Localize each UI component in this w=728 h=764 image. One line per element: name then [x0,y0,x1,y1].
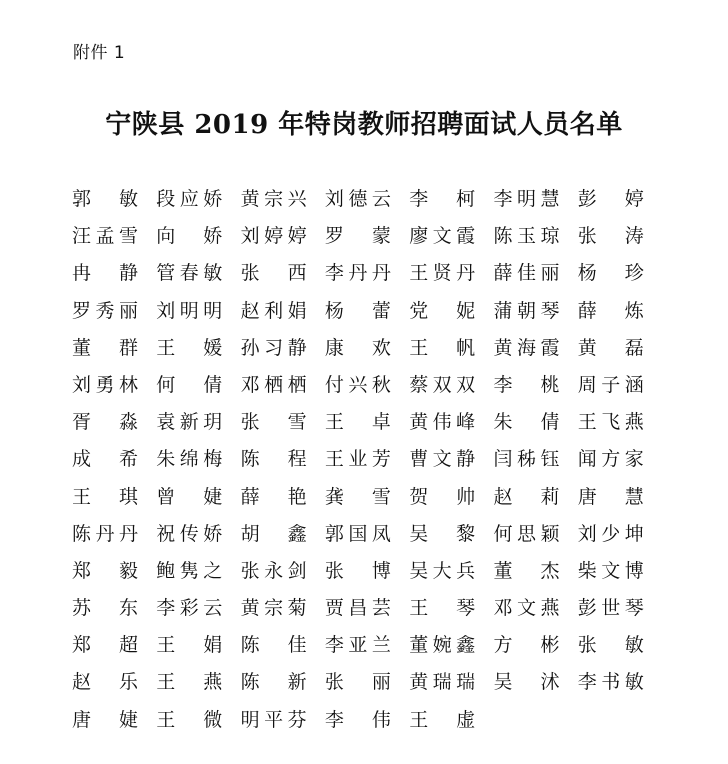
name-entry: 蔡 双 双 [409,373,476,396]
name-entry: 朱 倩 [493,411,560,434]
name-entry: 王 娟 [156,634,223,657]
name-entry: 郭 敏 [72,188,138,210]
name-entry: 明 平 芬 [240,708,307,731]
name-entry: 邓 文 燕 [493,597,560,620]
name-entry: 龚 雪 [324,485,391,508]
name-entry: 王 业 芳 [324,448,391,471]
name-entry: 黄 伟 峰 [409,411,476,434]
name-entry: 鲍 隽 之 [156,559,223,582]
name-entry: 柴 文 博 [577,559,644,582]
name-entry: 王 卓 [324,411,391,434]
name-entry: 曾 婕 [156,485,223,508]
name-entry: 张 西 [240,262,307,285]
name-entry: 刘 少 坤 [577,522,644,545]
name-entry: 唐 婕 [72,708,138,731]
name-entry: 李 亚 兰 [324,634,391,657]
name-entry: 李 明 慧 [493,188,560,210]
name-entry: 董 婉 鑫 [409,634,476,657]
name-entry: 张 博 [324,559,391,582]
name-entry: 李 伟 [324,708,391,731]
name-entry: 陈 程 [240,448,307,471]
name-entry: 王 燕 [156,671,223,694]
name-entry: 吴 沭 [493,671,560,694]
name-entry: 胡 鑫 [240,522,307,545]
name-entry: 王 贤 丹 [409,262,476,285]
name-entry: 王 帆 [409,336,476,359]
name-entry: 汪 孟 雪 [72,225,138,248]
name-entry: 李 丹 丹 [324,262,391,285]
name-entry: 罗 秀 丽 [72,299,138,322]
name-entry: 曹 文 静 [409,448,476,471]
name-entry: 郑 超 [72,634,138,657]
name-entry: 王 琪 [72,485,138,508]
name-entry: 陈 玉 琼 [493,225,560,248]
name-entry: 王 媛 [156,336,223,359]
name-entry: 张 雪 [240,411,307,434]
name-entry: 王 虚 [409,708,476,731]
name-entry: 付 兴 秋 [324,373,391,396]
name-entry: 赵 乐 [72,671,138,694]
name-entry: 廖 文 霞 [409,225,476,248]
name-entry: 冉 静 [72,262,138,285]
name-entry: 陈 佳 [240,634,307,657]
name-entry: 蒲 朝 琴 [493,299,560,322]
name-entry: 黄 宗 兴 [240,188,307,210]
name-entry: 王 飞 燕 [577,411,644,434]
name-list [72,181,652,739]
name-entry: 闻 方 家 [577,448,644,471]
name-entry: 李 柯 [409,188,476,210]
name-entry: 张 敏 [577,634,644,657]
name-entry: 李 书 敏 [577,671,644,694]
name-entry: 党 妮 [409,299,476,322]
name-entry: 杨 蕾 [324,299,391,322]
name-entry: 方 彬 [493,634,560,657]
name-entry: 李 桃 [493,373,560,396]
name-entry: 段 应 娇 [156,188,223,210]
name-entry: 周 子 涵 [577,373,644,396]
name-entry: 黄 瑞 瑞 [409,671,476,694]
name-entry: 刘 婷 婷 [240,225,307,248]
name-entry: 向 娇 [156,225,223,248]
name-entry: 王 微 [156,708,223,731]
name-entry: 吴 黎 [409,522,476,545]
name-entry: 张 永 剑 [240,559,307,582]
name-entry: 李 彩 云 [156,597,223,620]
name-entry: 成 希 [72,448,138,471]
name-entry: 彭 世 琴 [577,597,644,620]
document-title: 宁陕县 2019 年特岗教师招聘面试人员名单 [105,110,623,140]
name-entry: 杨 珍 [577,262,644,285]
name-entry: 孙 习 静 [240,336,307,359]
name-entry: 董 杰 [493,559,560,582]
name-entry: 张 涛 [577,225,644,248]
name-entry: 薛 炼 [577,299,644,322]
name-entry: 赵 利 娟 [240,299,307,322]
name-entry: 张 丽 [324,671,391,694]
name-entry: 黄 海 霞 [493,336,560,359]
name-entry: 王 琴 [409,597,476,620]
name-entry: 康 欢 [324,336,391,359]
name-entry: 陈 新 [240,671,307,694]
name-entry: 邓 栖 栖 [240,373,307,396]
name-entry: 黄 磊 [577,336,644,359]
name-entry: 赵 莉 [493,485,560,508]
name-entry: 刘 勇 林 [72,373,138,396]
name-entry: 郑 毅 [72,559,138,582]
name-entry: 袁 新 玥 [156,411,223,434]
name-entry: 朱 绵 梅 [156,448,223,471]
name-entry: 罗 蒙 [324,225,391,248]
name-entry: 黄 宗 菊 [240,597,307,620]
attachment-label: 附件 1 [73,43,126,63]
name-entry: 苏 东 [72,597,138,620]
name-entry: 刘 明 明 [156,299,223,322]
name-entry: 胥 淼 [72,411,138,434]
name-entry: 刘 德 云 [324,188,391,210]
name-entry: 吴 大 兵 [409,559,476,582]
name-entry: 彭 婷 [577,188,644,210]
name-entry: 郭 国 凤 [324,522,391,545]
name-entry: 闫 秭 钰 [493,448,560,471]
name-entry: 薛 艳 [240,485,307,508]
name-entry: 贺 帅 [409,485,476,508]
name-entry: 何 倩 [156,373,223,396]
name-entry: 薛 佳 丽 [493,262,560,285]
name-entry: 管 春 敏 [156,262,223,285]
name-entry: 何 思 颖 [493,522,560,545]
name-entry: 唐 慧 [577,485,644,508]
name-entry: 陈 丹 丹 [72,522,138,545]
name-entry: 祝 传 娇 [156,522,223,545]
name-entry: 董 群 [72,336,138,359]
name-entry: 贾 昌 芸 [324,597,391,620]
